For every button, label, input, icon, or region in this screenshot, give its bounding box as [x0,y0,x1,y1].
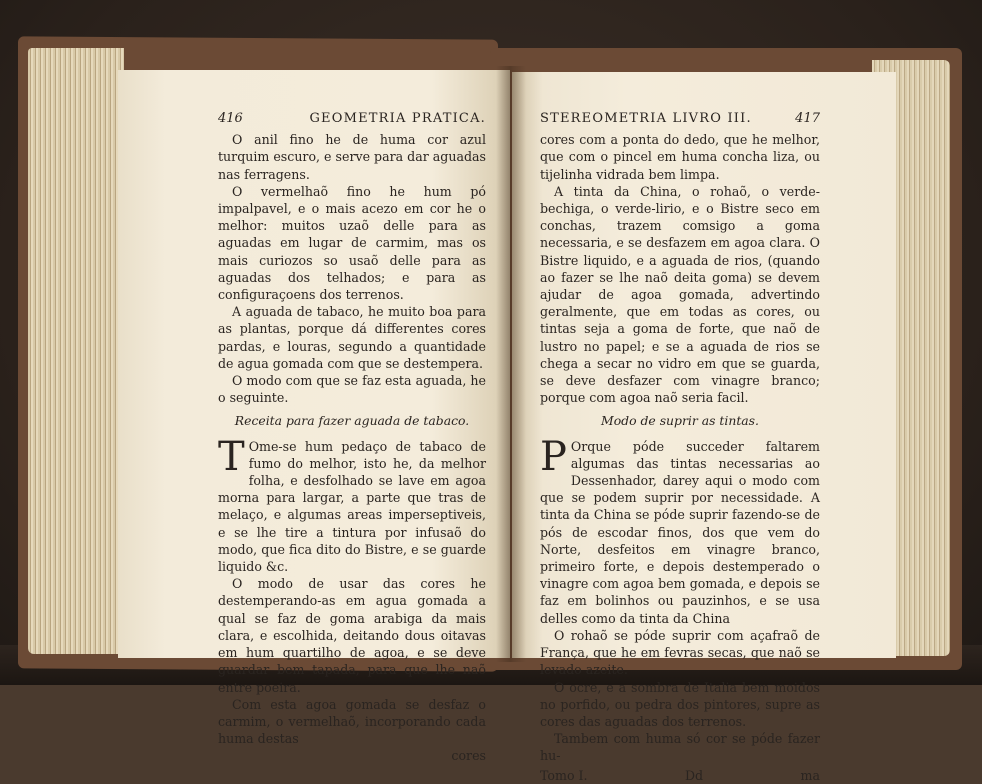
dropcap-paragraph [540,433,820,627]
paragraph: O modo de usar das cores he destemperando-as em agua gomada a qual se faz de goma arabiga da mais clara, e escolhida, deitando dous oitavas em hum quartilho de agoa, e se deve guardar bem tapada, para que lhe naõ entre poeira. [218,576,486,695]
drop-cap: P [540,433,567,480]
dropcap-paragraph-text: Orque póde succeder faltarem algumas das tintas necessarias ao Dessenhador, darey aqui o modo com que se podem suprir por necessidade. A tinta da China se póde suprir fazendo-se de pós de escodar finos, dos que vem do Norte, desfeitos em vinagre branco, primeiro forte, e depois destemperado o vinagre com agoa bem gomada, e depois se faz em bolinhos ou pauzinhos, e se usa delles como da tinta da China [540,438,820,626]
volume-signature: Tomo I. [540,767,588,783]
gathering-mark: Dd [684,767,704,783]
right-text-block [540,110,820,784]
paragraph: Com esta agoa gomada se desfaz o carmim, o vermelhaõ, incorporando cada huma destas [218,696,486,747]
right-running-title: STEREOMETRIA LIVRO III. [540,111,752,126]
paragraph: A aguada de tabaco, he muito boa para as plantas, porque dá differentes cores pardas, e louras, segundo a quantidade de agua gomada com que se destempera. [218,304,486,371]
right-page [512,72,896,783]
paragraph: O anil fino he de huma cor azul turquim escuro, e serve para dar aguadas nas ferragens. [218,132,486,182]
paragraph: Tambem com huma só cor se póde fazer hu- [540,731,820,764]
left-text-block [218,110,486,765]
paragraph: O ocre, e a sombra de Italia bem moidos no porfido, ou pedra dos pintores, supre as cores das aguadas dos terrenos. [540,679,820,729]
book-gutter [496,66,526,662]
section-heading: Receita para fazer aguada de tabaco. [234,413,470,429]
drop-cap: T [218,433,245,480]
paragraph: O modo com que se faz esta aguada, he o seguinte. [218,373,486,406]
section-heading: Modo de suprir as tintas. [601,413,759,429]
paragraph: O rohaõ se póde suprir com açafraõ de França, que he em fevras secas, que naõ se levado azeite. [540,627,820,678]
page-footer [540,767,820,784]
dropcap-paragraph [218,433,486,576]
right-page-number: 417 [795,111,820,126]
dropcap-paragraph-text: Ome-se hum pedaço de tabaco de fumo do melhor, isto he, da melhor folha, e desfolhado se lave em agoa morna para largar, a parte que tras de melaço, e algumas areas imperseptiveis, e se lhe tire a tintura por infusaõ do modo, que fica dito do Bistre, e se guarde liquido &c. [218,438,486,575]
paragraph: O vermelhaõ fino he hum pó impalpavel, e o mais acezo em cor he o melhor: muitos uzaõ delle para as aguadas em lugar de carmim, mas os mais curiozos so usaõ delle para as aguadas dos telhados; e para as configuraçoens dos terrenos. [218,183,486,303]
right-running-head [540,110,820,127]
left-page-number: 416 [218,111,243,126]
left-running-head [218,110,486,127]
catchword: cores [451,748,486,764]
left-running-title: GEOMETRIA PRATICA. [309,111,486,126]
paragraph: cores com a ponta do dedo, que he melhor, que com o pincel em huma concha liza, ou tijelinha vidrada bem limpa. [540,132,820,182]
left-page-stack [28,48,124,654]
catchword: ma [800,767,820,783]
paragraph: A tinta da China, o rohaõ, o verde-bechiga, o verde-lirio, e o Bistre seco em conchas, trazem comsigo a goma necessaria, e se desfazem em agoa clara. O Bistre liquido, e a aguada de rios, (quando ao fazer se lhe naõ deita goma) se devem ajudar de agoa gomada, advertindo geralmente, que em todas as cores, ou tintas seja a goma de forte, que naõ de lustro no papel; e se a aguada de rios se chega a secar no vidro em que se guarda, se deve desfazer com vinagre branco; porque com agoa naõ seria facil. [540,183,820,406]
left-page [118,70,510,764]
